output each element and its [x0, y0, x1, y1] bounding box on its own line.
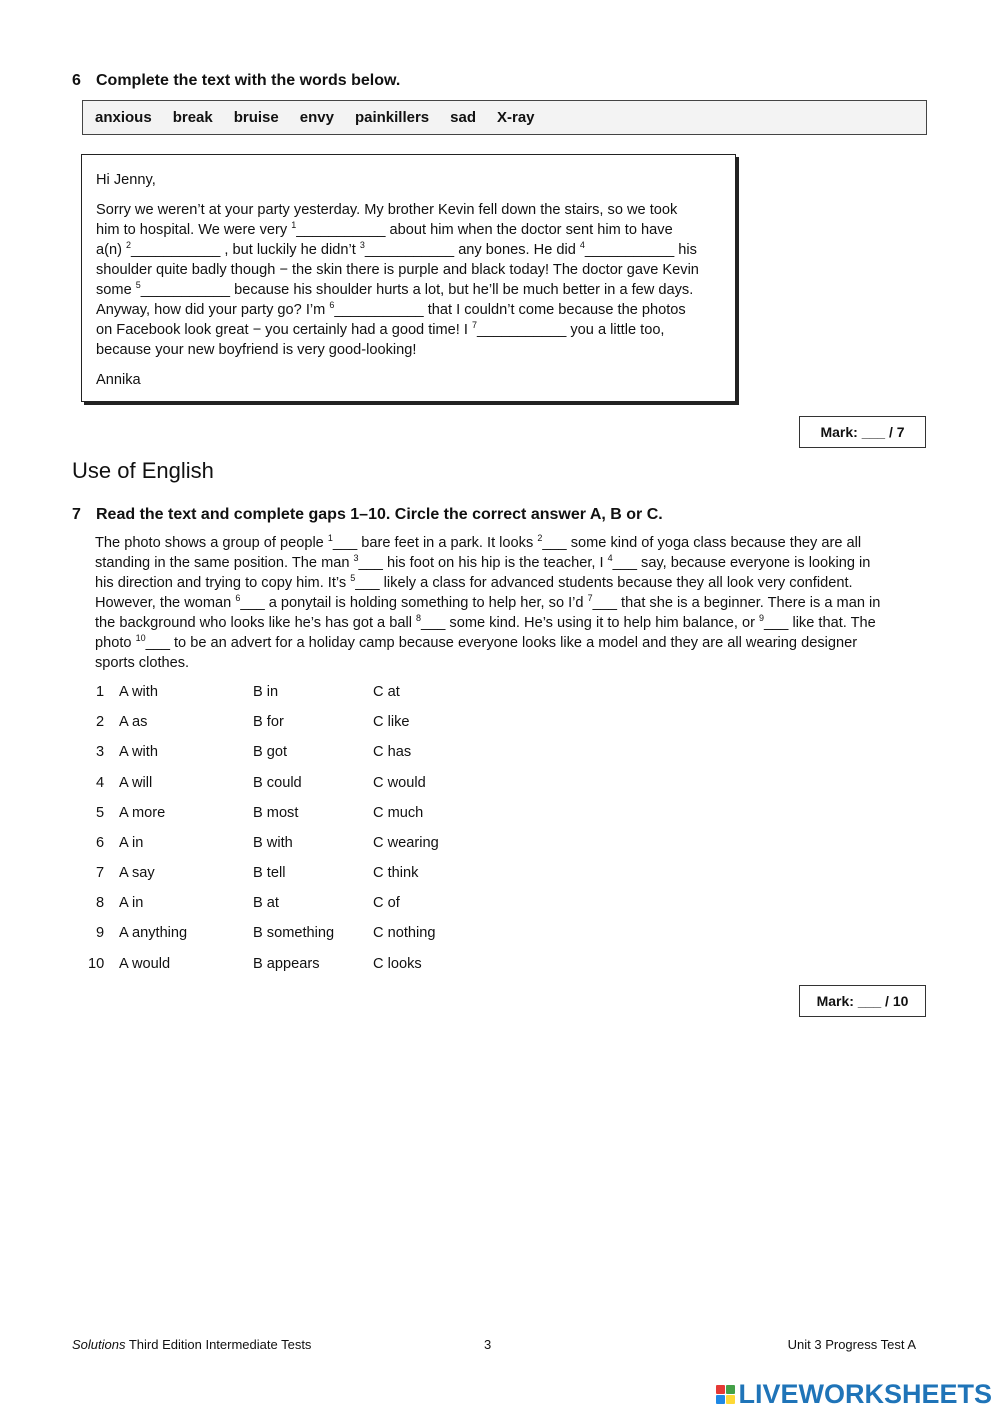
footer-left [72, 1337, 311, 1352]
letter-signoff: Annika [96, 372, 141, 388]
option-b[interactable]: B could [253, 775, 302, 791]
option-b[interactable]: B tell [253, 865, 286, 881]
page-number: 3 [484, 1337, 492, 1352]
option-number: 7 [96, 865, 105, 881]
gap-5[interactable]: ___________ [140, 282, 231, 298]
option-b[interactable]: B with [253, 835, 293, 851]
liveworksheets-logo [716, 1378, 992, 1410]
word-box [82, 100, 927, 135]
option-a[interactable]: A anything [119, 925, 188, 941]
option-number: 10 [88, 956, 105, 972]
option-b[interactable]: B got [253, 744, 288, 760]
footer-book-title: Solutions [72, 1337, 126, 1352]
option-a[interactable]: A say [119, 865, 155, 881]
option-c[interactable]: C nothing [373, 925, 436, 941]
word-x-ray: X-ray [497, 109, 535, 126]
logo-square [716, 1385, 725, 1394]
option-number: 3 [96, 744, 105, 760]
option-a[interactable]: A with [119, 744, 158, 760]
option-a[interactable]: A in [119, 835, 144, 851]
option-number: 6 [96, 835, 105, 851]
word-sad: sad [450, 109, 476, 126]
option-a[interactable]: A will [119, 775, 153, 791]
word-break: break [172, 109, 213, 126]
option-b[interactable]: B something [253, 925, 335, 941]
option-b[interactable]: B for [253, 714, 284, 730]
footer-right: Unit 3 Progress Test A [787, 1337, 916, 1352]
gap-2[interactable]: ___________ [131, 242, 221, 258]
logo-text: LIVEWORKSHEETS [738, 1378, 992, 1409]
question-7-text: The photo shows a group of people $^1$___ bare feet in a park. It looks $^2$___ some kind of yoga class because they are all standing in the same position. The man $^3$___ his foot on his hip is the teacher, I $^4$___ say, because everyone is looking in his direction and trying to copy him. It’s $^5$___ likely a class for advanced students because they all look very confident. However, the woman $^6$___ a ponytail is holding something to help her, so I’d $^7$___ that she is a beginner. There is a man in the background who looks like he’s has got a ball $^8$___ some kind. He’s using it to help him balance, or $^9$___ like that. The photo $^{10}$___ to be an advert for a holiday camp because everyone looks like a model and they are all wearing designer sports clothes. [95, 533, 881, 671]
gap-6[interactable]: ___________ [334, 302, 424, 318]
word-bruise: bruise [233, 109, 279, 126]
mark-box-q6: Mark: ___ / 7 [799, 416, 926, 448]
option-c[interactable]: C think [373, 865, 419, 881]
logo-square [716, 1395, 725, 1404]
question-instruction: Complete the text with the words below. [96, 72, 401, 89]
option-c[interactable]: C of [373, 895, 400, 911]
footer-book-subtitle: Third Edition Intermediate Tests [125, 1337, 312, 1352]
option-number: 5 [96, 805, 105, 821]
word-anxious: anxious [95, 109, 152, 126]
logo-square [726, 1385, 735, 1394]
option-c[interactable]: C looks [373, 956, 422, 972]
option-b[interactable]: B most [253, 805, 299, 821]
option-a[interactable]: A more [119, 805, 166, 821]
logo-squares-icon [716, 1385, 735, 1404]
gap-1[interactable]: ___________ [296, 222, 386, 238]
option-number: 9 [96, 925, 105, 941]
option-b[interactable]: B in [253, 684, 279, 700]
option-number: 8 [96, 895, 105, 911]
options-list [0, 684, 1000, 984]
word-envy: envy [299, 109, 334, 126]
option-a[interactable]: A in [119, 895, 144, 911]
option-c[interactable]: C at [373, 684, 400, 700]
question-number: 7 [72, 506, 81, 523]
option-number: 4 [96, 775, 105, 791]
section-title: Use of English [72, 458, 214, 483]
option-b[interactable]: B at [253, 895, 279, 911]
mark-box-q7: Mark: ___ / 10 [799, 985, 926, 1017]
option-a[interactable]: A would [119, 956, 171, 972]
letter-body: Sorry we weren’t at your party yesterday. My brother Kevin fell down the stairs, so we took him to hospital. We were very $^1$___________ about him when the doctor sent him to have a(n) $^2$___________ , but luckily he didn’t $^3$___________ any bones. He did $^4$___________ his shoulder quite badly though − the skin there is purple and black today! The doctor gave Kevin some $^5$___________ because his shoulder hurts a lot, but he’ll be much better in a few days. Anyway, how did your party go? I’m $^6$___________ that I couldn’t come because the photos on Facebook look great − you certainly had a good time! I $^7$___________ you a little too, because your new boyfriend is very good-looking! [96, 202, 699, 358]
option-c[interactable]: C like [373, 714, 410, 730]
word-painkillers: painkillers [354, 109, 430, 126]
letter-box [81, 154, 736, 402]
letter-greeting: Hi Jenny, [96, 172, 156, 188]
option-b[interactable]: B appears [253, 956, 320, 972]
option-c[interactable]: C much [373, 805, 424, 821]
gap-7[interactable]: ___________ [477, 322, 567, 338]
question-instruction: Read the text and complete gaps 1–10. Circle the correct answer A, B or C. [96, 506, 663, 523]
gap-4[interactable]: ___________ [584, 242, 675, 258]
question-6-heading [72, 72, 400, 90]
option-c[interactable]: C would [373, 775, 426, 791]
question-7-heading [72, 506, 663, 524]
gap-3[interactable]: ___________ [364, 242, 455, 258]
option-a[interactable]: A as [119, 714, 148, 730]
option-c[interactable]: C has [373, 744, 412, 760]
option-c[interactable]: C wearing [373, 835, 439, 851]
logo-square [726, 1395, 735, 1404]
option-number: 2 [96, 714, 105, 730]
option-number: 1 [96, 684, 105, 700]
question-number: 6 [72, 72, 81, 89]
option-a[interactable]: A with [119, 684, 158, 700]
